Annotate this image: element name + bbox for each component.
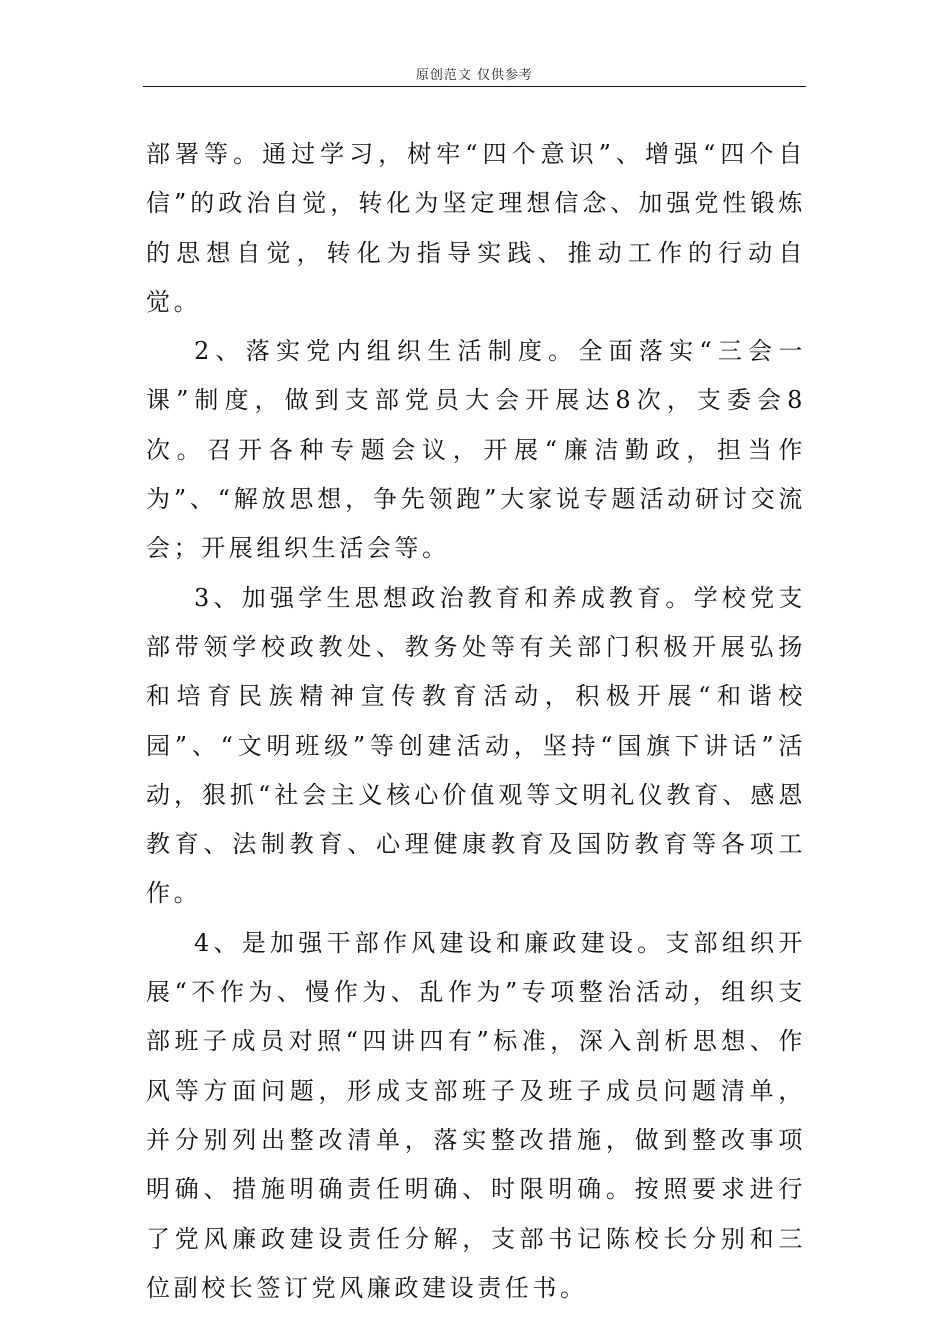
paragraph-item-3: 3、加强学生思想政治教育和养成教育。学校党支部带领学校政教处、教务处等有关部门积极开展弘扬和培育民族精神宣传教育活动，积极开展“和谐校园”、“文明班级”等创建活动，坚持“国旗下讲话”活动，狠抓“社会主义核心价值观等文明礼仪教育、感恩教育、法制教育、心理健康教育及国防教育等各项工作。: [146, 583, 806, 908]
document-body: [146, 130, 806, 1313]
paragraph-item-4: 4、是加强干部作风建设和廉政建设。支部组织开展“不作为、慢作为、乱作为”专项整治活动，组织支部班子成员对照“四讲四有”标准，深入剖析思想、作风等方面问题，形成支部班子及班子成员问题清单，并分别列出整改清单，落实整改措施，做到整改事项明确、措施明确责任明确、时限明确。按照要求进行了党风廉政建设责任分解，支部书记陈校长分别和三位副校长签订党风廉政建设责任书。: [146, 928, 806, 1302]
paragraph-item-2: 2、落实党内组织生活制度。全面落实“三会一课”制度，做到支部党员大会开展达8次，支委会8次。召开各种专题会议，开展“廉洁勤政，担当作为”、“解放思想，争先领跑”大家说专题活动研讨交流会；开展组织生活会等。: [146, 337, 806, 563]
paragraph-continuation: 部署等。通过学习，树牢“四个意识”、增强“四个自信”的政治自觉，转化为坚定理想信念、加强党性锻炼的思想自觉，转化为指导实践、推动工作的行动自觉。: [146, 140, 806, 316]
page-header: 原创范文 仅供参考: [415, 68, 534, 83]
header-divider: [143, 86, 806, 87]
